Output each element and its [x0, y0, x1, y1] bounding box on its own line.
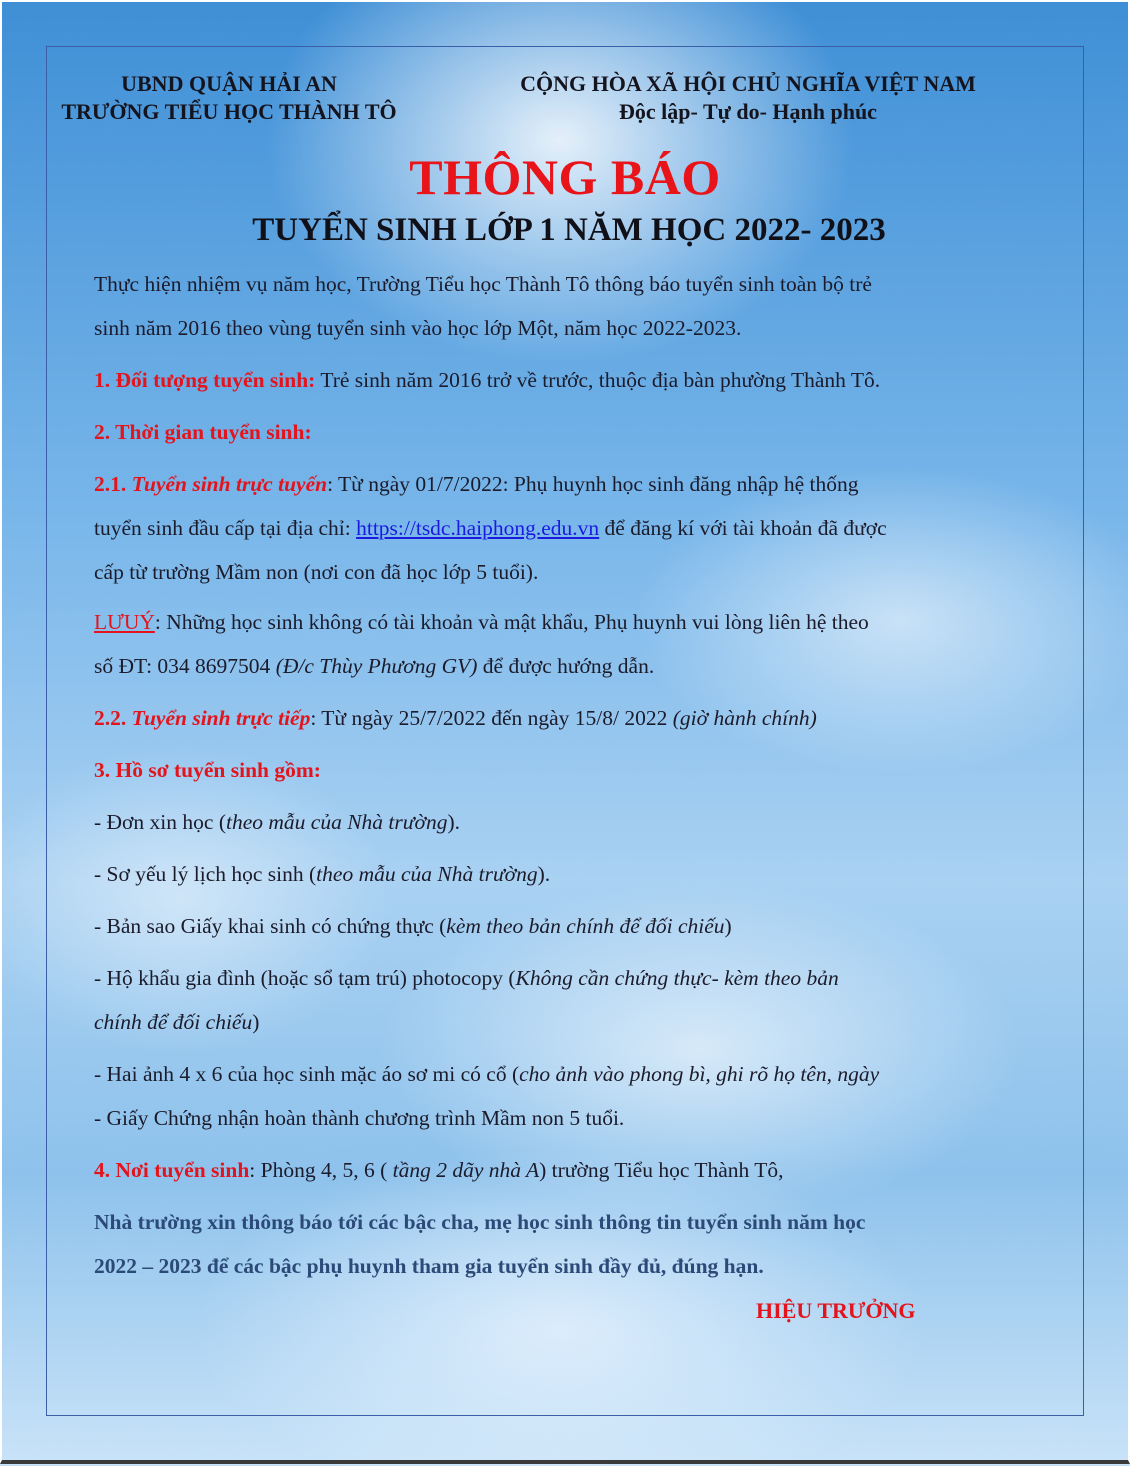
national-name: CỘNG HÒA XÃ HỘI CHỦ NGHĨA VIỆT NAM	[520, 71, 976, 96]
list-item	[94, 1052, 1054, 1096]
list-item-note: Không cần chứng thực- kèm theo bản	[515, 966, 839, 990]
list-item-text: - Hộ khẩu gia đình (hoặc sổ tạm trú) photocopy (	[94, 966, 516, 990]
note-text: số ĐT: 034 8697504	[94, 654, 276, 678]
list-item-note: chính để đối chiếu	[94, 1010, 253, 1034]
section-2-1-number: 2.1.	[94, 472, 132, 496]
note-line	[94, 644, 1054, 688]
note-contact: (Đ/c Thùy Phương GV)	[275, 654, 478, 678]
document-body	[94, 262, 1054, 1288]
section-2-1-text: tuyển sinh đầu cấp tại địa chỉ:	[94, 516, 357, 540]
national-header	[478, 70, 1018, 126]
section-2-heading: 2. Thời gian tuyển sinh:	[94, 420, 312, 444]
list-item	[94, 800, 1054, 844]
section-1	[94, 358, 1054, 402]
section-3	[94, 748, 1054, 792]
issuer-district: UBND QUẬN HẢI AN	[121, 71, 337, 96]
section-2-1-line: cấp từ trường Mầm non (nơi con đã học lớp 5 tuổi).	[94, 560, 539, 584]
note-text: để được hướng dẫn.	[477, 654, 655, 678]
section-2-2	[94, 696, 1054, 740]
national-motto: Độc lập- Tự do- Hạnh phúc	[619, 99, 877, 124]
list-item-text: ).	[447, 810, 460, 834]
section-1-text: Trẻ sinh năm 2016 trở về trước, thuộc địa bàn phường Thành Tô.	[315, 368, 881, 392]
list-item-text: ).	[537, 862, 551, 886]
note-label: LƯUÝ	[94, 610, 155, 634]
intro-line: Thực hiện nhiệm vụ năm học, Trường Tiểu học Thành Tô thông báo tuyển sinh toàn bộ trẻ	[94, 272, 872, 296]
section-2-1-line	[94, 506, 1054, 550]
section-2-1	[94, 462, 1054, 506]
closing-line: 2022 – 2023 để các bậc phụ huynh tham gia tuyển sinh đầy đủ, đúng hạn.	[94, 1254, 764, 1278]
list-item-line	[94, 1000, 1054, 1044]
intro-line: sinh năm 2016 theo vùng tuyển sinh vào học lớp Một, năm học 2022-2023.	[94, 316, 742, 340]
note-text: : Những học sinh không có tài khoản và mật khẩu, Phụ huynh vui lòng liên hệ theo	[154, 610, 869, 634]
list-item	[94, 956, 1054, 1000]
registration-link[interactable]: https://tsdc.haiphong.edu.vn	[356, 516, 600, 540]
section-2-1-text: để đăng kí với tài khoản đã được	[599, 516, 887, 540]
section-2	[94, 410, 1054, 454]
list-item-text: - Hai ảnh 4 x 6 của học sinh mặc áo sơ mi có cổ (	[94, 1062, 520, 1086]
document-title: THÔNG BÁO	[409, 149, 721, 205]
section-4-text: : Phòng 4, 5, 6 (	[249, 1158, 393, 1182]
section-3-heading: 3. Hồ sơ tuyển sinh gồm:	[94, 758, 321, 782]
section-1-heading: 1. Đối tượng tuyển sinh:	[94, 368, 316, 392]
note	[94, 600, 1054, 644]
signature-title: HIỆU TRƯỞNG	[756, 1298, 916, 1323]
list-item-text: )	[252, 1010, 260, 1034]
section-2-1-text: : Từ ngày 01/7/2022: Phụ huynh học sinh đăng nhập hệ thống	[327, 472, 859, 496]
section-2-1-heading: Tuyển sinh trực tuyến	[131, 472, 328, 496]
list-item-note: kèm theo bản chính để đối chiếu	[446, 914, 725, 938]
section-2-2-heading: Tuyển sinh trực tiếp	[131, 706, 311, 730]
section-4-text: ) trường Tiểu học Thành Tô,	[539, 1158, 784, 1182]
section-2-2-text: : Từ ngày 25/7/2022 đến ngày 15/8/ 2022	[310, 706, 673, 730]
list-item	[94, 904, 1054, 948]
list-item-text: - Sơ yếu lý lịch học sinh (	[94, 862, 317, 886]
section-4-note: tầng 2 dãy nhà A	[392, 1158, 540, 1182]
section-2-2-note: (giờ hành chính)	[672, 706, 817, 730]
list-item-text: - Bản sao Giấy khai sinh có chứng thực (	[94, 914, 447, 938]
list-item-note: cho ảnh vào phong bì, ghi rõ họ tên, ngày	[519, 1062, 880, 1086]
section-4-heading: 4. Nơi tuyển sinh	[94, 1158, 250, 1182]
section-4	[94, 1148, 1054, 1192]
list-item: - Giấy Chứng nhận hoàn thành chương trình Mầm non 5 tuổi.	[94, 1106, 625, 1130]
section-2-2-number: 2.2.	[94, 706, 132, 730]
issuer-header	[46, 70, 412, 126]
list-item-note: theo mẫu của Nhà trường	[316, 862, 538, 886]
issuer-school: TRƯỜNG TIỂU HỌC THÀNH TÔ	[61, 99, 397, 124]
list-item-text: - Đơn xin học (	[94, 810, 226, 834]
list-item-note: theo mẫu của Nhà trường	[225, 810, 448, 834]
closing-line: Nhà trường xin thông báo tới các bậc cha, mẹ học sinh thông tin tuyển sinh năm học	[94, 1210, 866, 1234]
document-subtitle: TUYỂN SINH LỚP 1 NĂM HỌC 2022- 2023	[252, 212, 886, 248]
list-item-text: )	[724, 914, 732, 938]
list-item	[94, 852, 1054, 896]
